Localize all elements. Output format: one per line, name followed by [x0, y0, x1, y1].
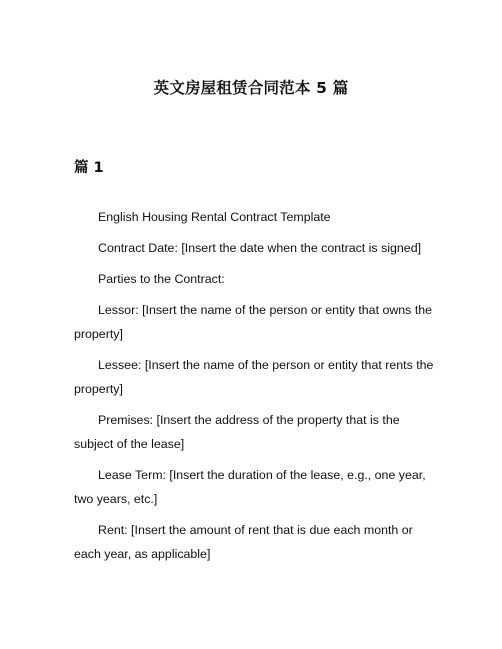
paragraph-lease-term: Lease Term: [Insert the duration of the lease, e.g., one year, two years, etc.] — [74, 468, 426, 506]
paragraph-lessor: Lessor: [Insert the name of the person or entity that owns the property] — [74, 303, 433, 341]
section-heading: 篇 1 — [74, 160, 104, 176]
paragraph-premises: Premises: [Insert the address of the property that is the subject of the lease] — [74, 413, 400, 451]
paragraph-lessee: Lessee: [Insert the name of the person or entity that rents the property] — [74, 358, 434, 396]
document-body — [74, 205, 436, 573]
paragraph-contract-date: Contract Date: [Insert the date when the contract is signed] — [98, 241, 422, 255]
paragraph-parties: Parties to the Contract: — [98, 272, 225, 286]
paragraph-template-title: English Housing Rental Contract Template — [98, 210, 331, 224]
document-title: 英文房屋租赁合同范本 5 篇 — [153, 79, 349, 97]
paragraph-rent: Rent: [Insert the amount of rent that is due each month or each year, as applicable] — [74, 523, 413, 561]
